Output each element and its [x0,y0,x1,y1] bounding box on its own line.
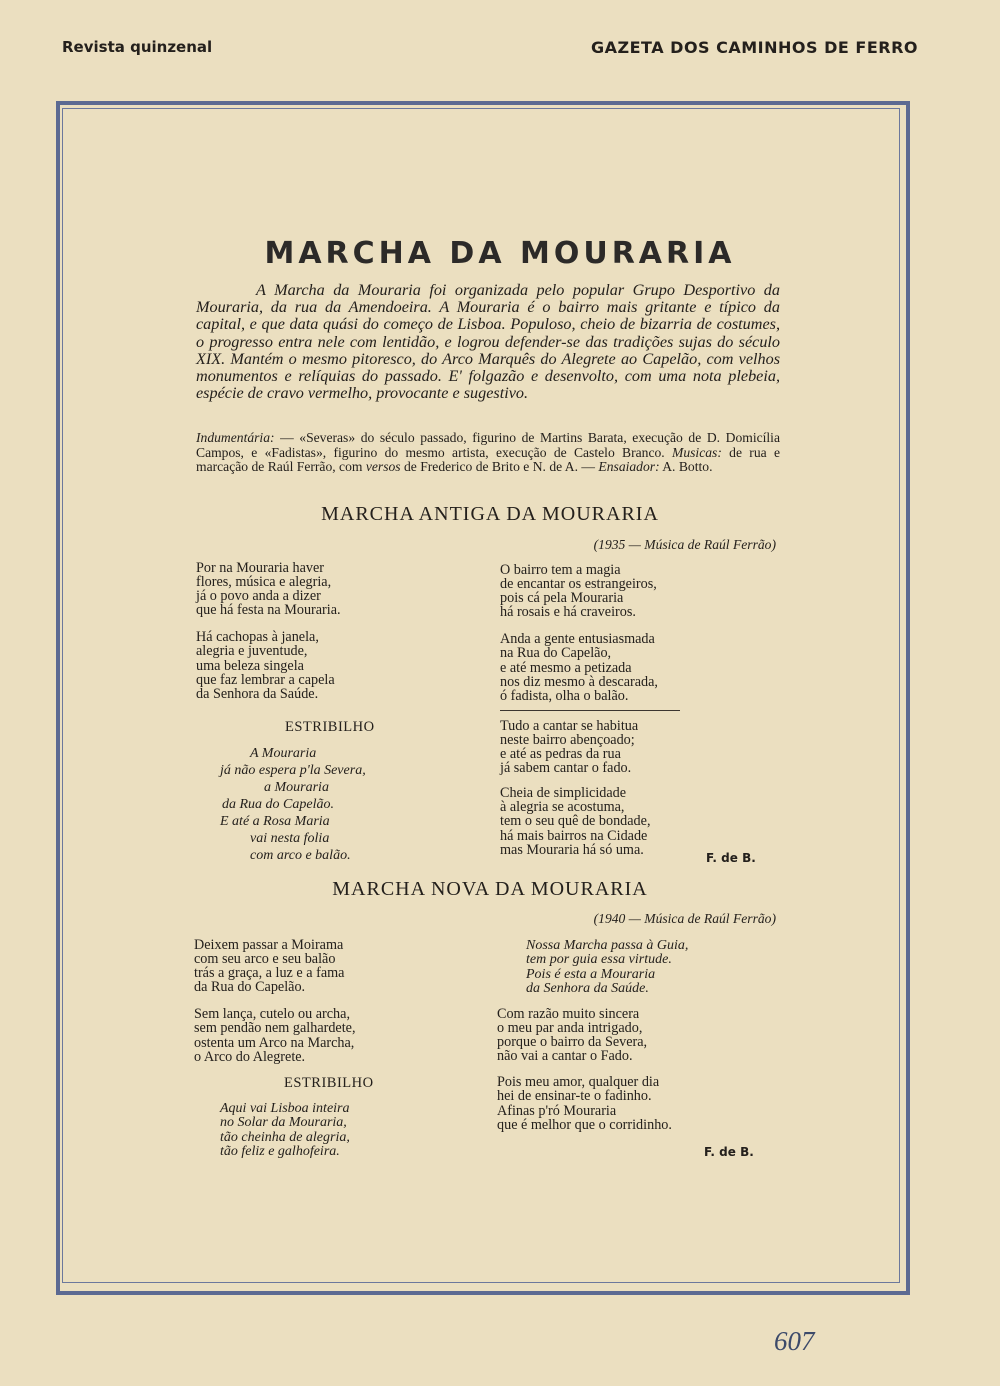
marcha-nova-right-column [497,1007,767,1145]
versos-text: de Frederico de Brito e N. de A. — [400,459,599,474]
marcha-antiga-left-column [196,561,456,714]
marcha-nova-left-column [194,938,454,1077]
refrain-line: Aqui vai Lisboa inteira [220,1101,350,1116]
stanza: Deixem passar a Moirama com seu arco e seu balão trás a graça, a luz e a fama da Rua do Capelão. [194,937,345,996]
ensaiador-label: Ensaiador: [598,459,660,474]
marcha-nova-signature: F. de B. [704,1145,754,1159]
refrain-line: A Mouraria [250,746,317,761]
stanza: Com razão muito sincera o meu par anda intrigado, porque o bairro da Severa, não vai a cantar o Fado. [497,1006,648,1065]
ensaiador-text: A. Botto. [659,459,713,474]
stanza: Sem lança, cutelo ou archa, sem pendão nem galhardete, ostenta um Arco na Marcha, o Arco do Alegrete. [194,1006,356,1065]
stanza: Há cachopas à janela, alegria e juventude, uma beleza singela que faz lembrar a capela da Senhora da Saúde. [196,629,335,702]
header-right: GAZETA DOS CAMINHOS DE FERRO [590,38,918,57]
header-left: Revista quinzenal [62,38,213,56]
refrain-line: a Mouraria [264,780,329,795]
refrain-line: tão feliz e galhofeira. [220,1143,340,1159]
page-number: 607 [774,1326,815,1356]
refrain-line: E até a Rosa Maria [220,814,330,829]
marcha-nova-title: MARCHA NOVA DA MOURARIA [332,878,648,900]
indumentaria-text: — «Severas» do século passado, figurino de Martins Barata, execução de D. Domicília Campos, e «Fadistas», figurino do mesmo artista, execução de Castelo Branco. [196,430,780,460]
musicas-text: de rua e marcação de Raúl Ferrão, com [196,444,781,474]
article-title: MARCHA DA MOURARIA [264,236,736,271]
indumentaria-label: Indumentária: [196,430,275,445]
refrain-line: Nossa Marcha passa à Guia, [526,938,689,953]
stanza: Pois meu amor, qualquer dia hei de ensinar-te o fadinho. Afinas p'ró Mouraria que é melhor que o corridinho. [497,1074,672,1133]
refrain-line: no Solar da Mouraria, [220,1115,347,1131]
stanza: Anda a gente entusiasmada na Rua do Capelão, e até mesmo a petizada nos diz mesmo à descarada, ó fadista, olha o balão. [500,631,658,704]
stanza: Tudo a cantar se habitua neste bairro abençoado; e até as pedras da rua já sabem cantar o fado. [500,717,639,777]
refrain-line: tão cheinha de alegria, [220,1129,350,1145]
marcha-nova-refrain [220,1102,350,1159]
stanza: Cheia de simplicidade à alegria se acostuma, tem o seu quê de bondade, há mais bairros na Cidade mas Mouraria há só uma. [500,785,651,858]
marcha-antiga-music-credit: (1935 — Música de Raúl Ferrão) [593,537,776,552]
versos-label: versos [365,459,401,474]
refrain-line: da Senhora da Saúde. [526,980,649,996]
marcha-nova-estribilho-label: ESTRIBILHO [284,1075,374,1091]
refrain-line: Pois é esta a Mouraria [526,966,656,982]
marcha-nova-music-credit: (1940 — Música de Raúl Ferrão) [593,911,776,926]
marcha-antiga-estribilho-label: ESTRIBILHO [285,719,375,735]
marcha-antiga-signature: F. de B. [706,851,756,865]
marcha-antiga-title: MARCHA ANTIGA DA MOURARIA [321,503,659,525]
musicas-label: Musicas: [672,444,722,460]
marcha-antiga-right-column [500,563,770,870]
stanza: Por na Mouraria haver flores, música e alegria, já o povo anda a dizer que há festa na Mouraria. [196,560,341,619]
marcha-nova-right-refrain [526,939,688,996]
article-intro: A Marcha da Mouraria foi organizada pelo popular Grupo Desportivo da Mouraria, da rua da Amendoeira. A Mouraria é o bairro mais gritante e típico da capital, e que data quási do começo de Lisboa. Populoso, cheio de bizarria de costumes, o progresso entra nele com lentidão, e logrou defender-se das tradições sujas do século XIX. Mantém o mesmo pitoresco, do Arco Marquês do Alegrete ao Capelão, com velhos monumentos e relíquias do passado. E' folgazão e desenvolto, com uma nota plebeia, espécie de cravo vermelho, provocante e sugestivo. [196,281,780,403]
refrain-line: com arco e balão. [250,848,351,863]
article-credits [196,431,780,475]
refrain-line: tem por guia essa virtude. [526,952,672,968]
refrain-line: vai nesta folia [250,831,330,846]
refrain-line: já não espera p'la Severa, [220,763,366,778]
stanza: O bairro tem a magia de encantar os estrangeiros, pois cá pela Mouraria há rosais e há craveiros. [500,562,657,621]
stanza-divider [500,710,680,711]
refrain-line: da Rua do Capelão. [222,797,334,812]
marcha-antiga-refrain [220,745,440,864]
